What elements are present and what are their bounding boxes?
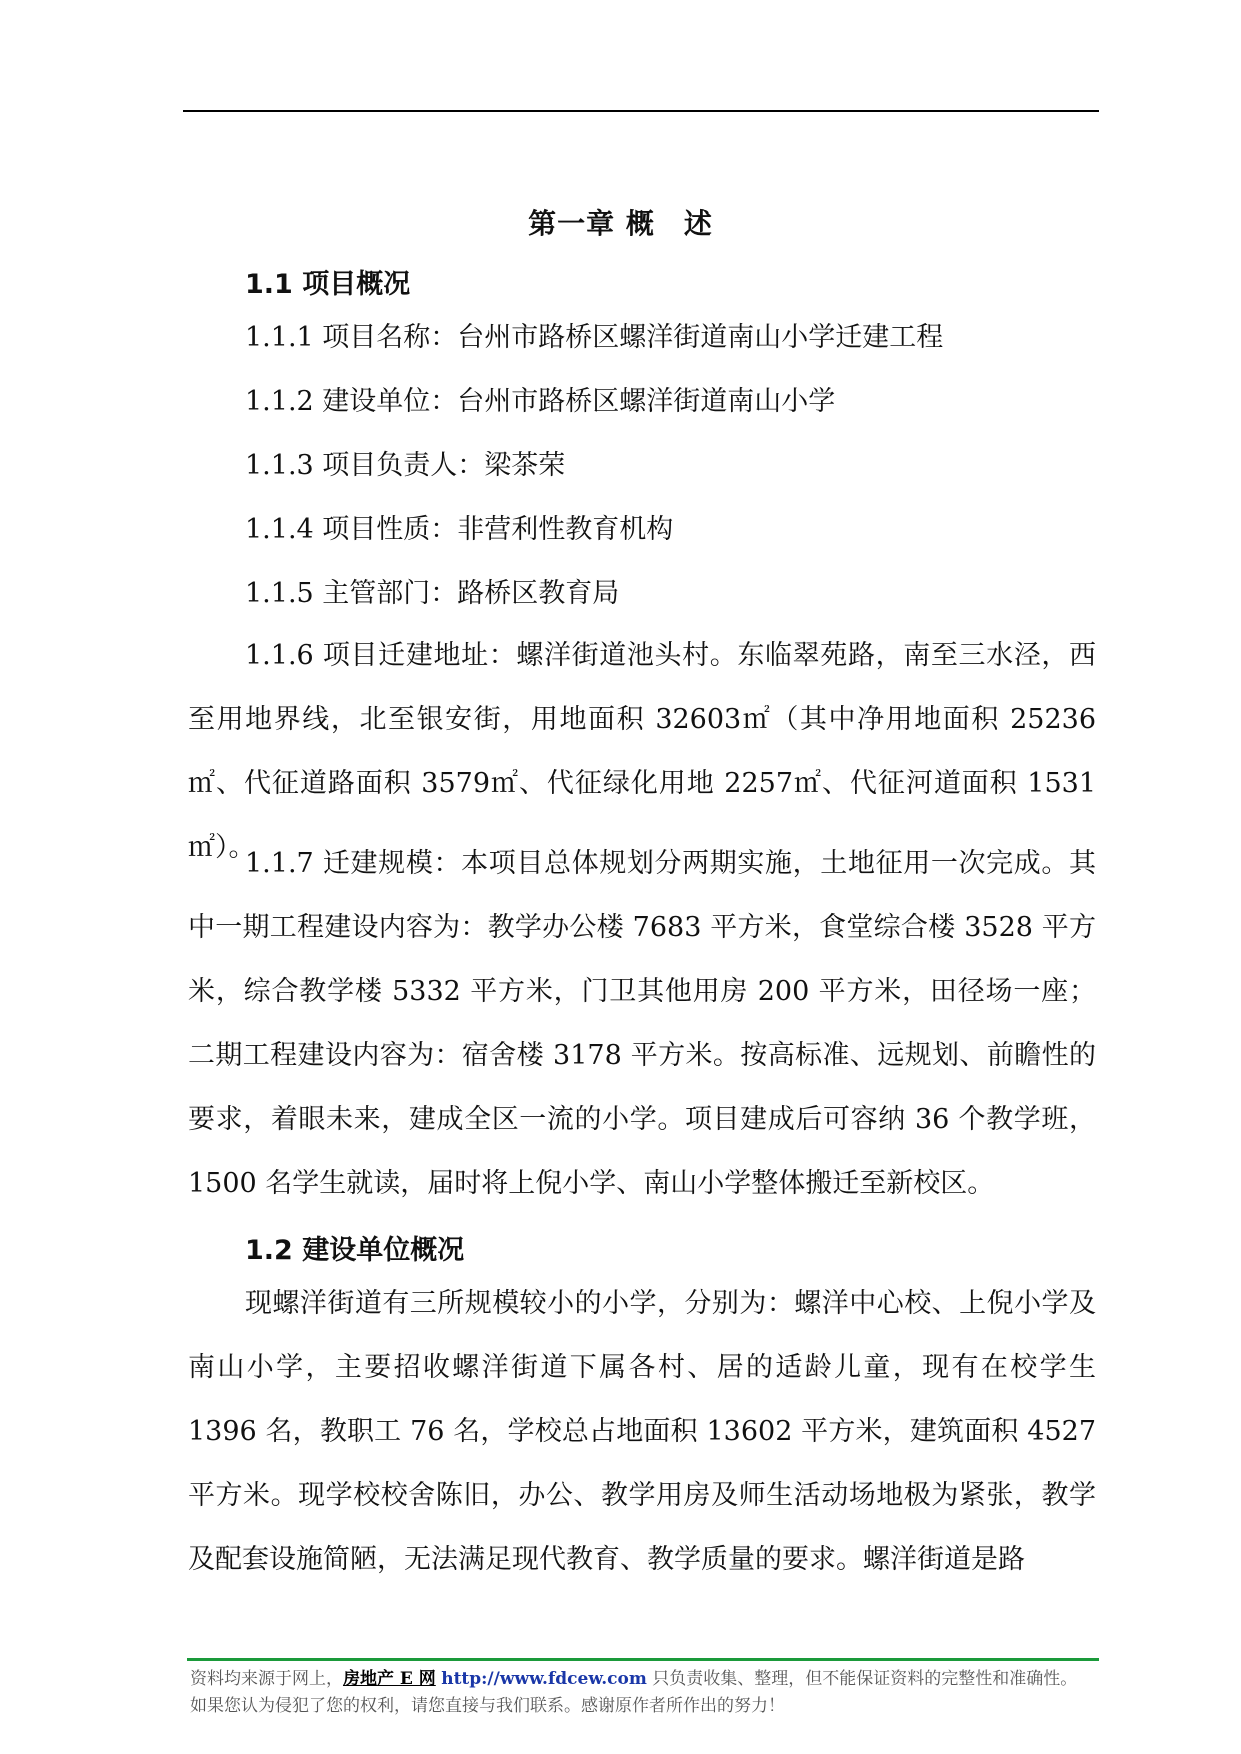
footer-line-2: 如果您认为侵犯了您的权利，请您直接与我们联系。感谢原作者所作出的努力！ (190, 1696, 785, 1716)
paragraph-builder-overview: 现螺洋街道有三所规模较小的小学，分别为：螺洋中心校、上倪小学及南山小学，主要招收螺洋街道下属各村、居的适龄儿童，现有在校学生 1396 名，教职工 76 名，学校总占地面积 13602 平方米，建筑面积 4527 平方米。现学校校舍陈旧，办公、教学用房及师生活动场地极为紧张，教学及配套设施简陋，无法满足现代教育、教学质量的要求。螺洋街道是路 (188, 1288, 1096, 1575)
footer-brand-link[interactable]: 房地产 E 网 (343, 1669, 436, 1689)
header-rule (183, 110, 1099, 112)
item-supervisor: 1.1.5 主管部门：路桥区教育局 (245, 578, 620, 609)
footer-suffix: 只负责收集、整理，但不能保证资料的完整性和准确性。 (646, 1669, 1078, 1689)
footer-url-link[interactable]: http://www.fdcew.com (441, 1669, 647, 1689)
footer-rule (187, 1658, 1099, 1661)
footer (190, 1666, 1100, 1720)
footer-prefix: 资料均来源于网上， (190, 1669, 343, 1689)
paragraph-site-address: 1.1.6 项目迁建地址：螺洋街道池头村。东临翠苑路，南至三水泾，西至用地界线，北至银安街，用地面积 32603㎡（其中净用地面积 25236㎡、代征道路面积 3579㎡、代征绿化用地 2257㎡、代征河道面积 1531㎡）。 (188, 640, 1096, 863)
item-project-nature: 1.1.4 项目性质：非营利性教育机构 (245, 514, 674, 545)
paragraph-scale: 1.1.7 迁建规模：本项目总体规划分两期实施，土地征用一次完成。其中一期工程建设内容为：教学办公楼 7683 平方米，食堂综合楼 3528 平方米，综合教学楼 5332 平方米，门卫其他用房 200 平方米，田径场一座；二期工程建设内容为：宿舍楼 3178 平方米。按高标准、远规划、前瞻性的要求，着眼未来，建成全区一流的小学。项目建成后可容纳 36 个教学班，1500 名学生就读，届时将上倪小学、南山小学整体搬迁至新校区。 (188, 848, 1096, 1199)
section-heading-1-2: 1.2 建设单位概况 (245, 1235, 465, 1266)
footer-line-1 (190, 1666, 1100, 1693)
section-heading-1-1: 1.1 项目概况 (245, 269, 411, 300)
item-project-name: 1.1.1 项目名称：台州市路桥区螺洋街道南山小学迁建工程 (245, 322, 944, 353)
chapter-title: 第一章 概 述 (528, 207, 713, 240)
item-builder: 1.1.2 建设单位：台州市路桥区螺洋街道南山小学 (245, 386, 836, 417)
item-project-leader: 1.1.3 项目负责人：梁茶荣 (245, 450, 566, 481)
